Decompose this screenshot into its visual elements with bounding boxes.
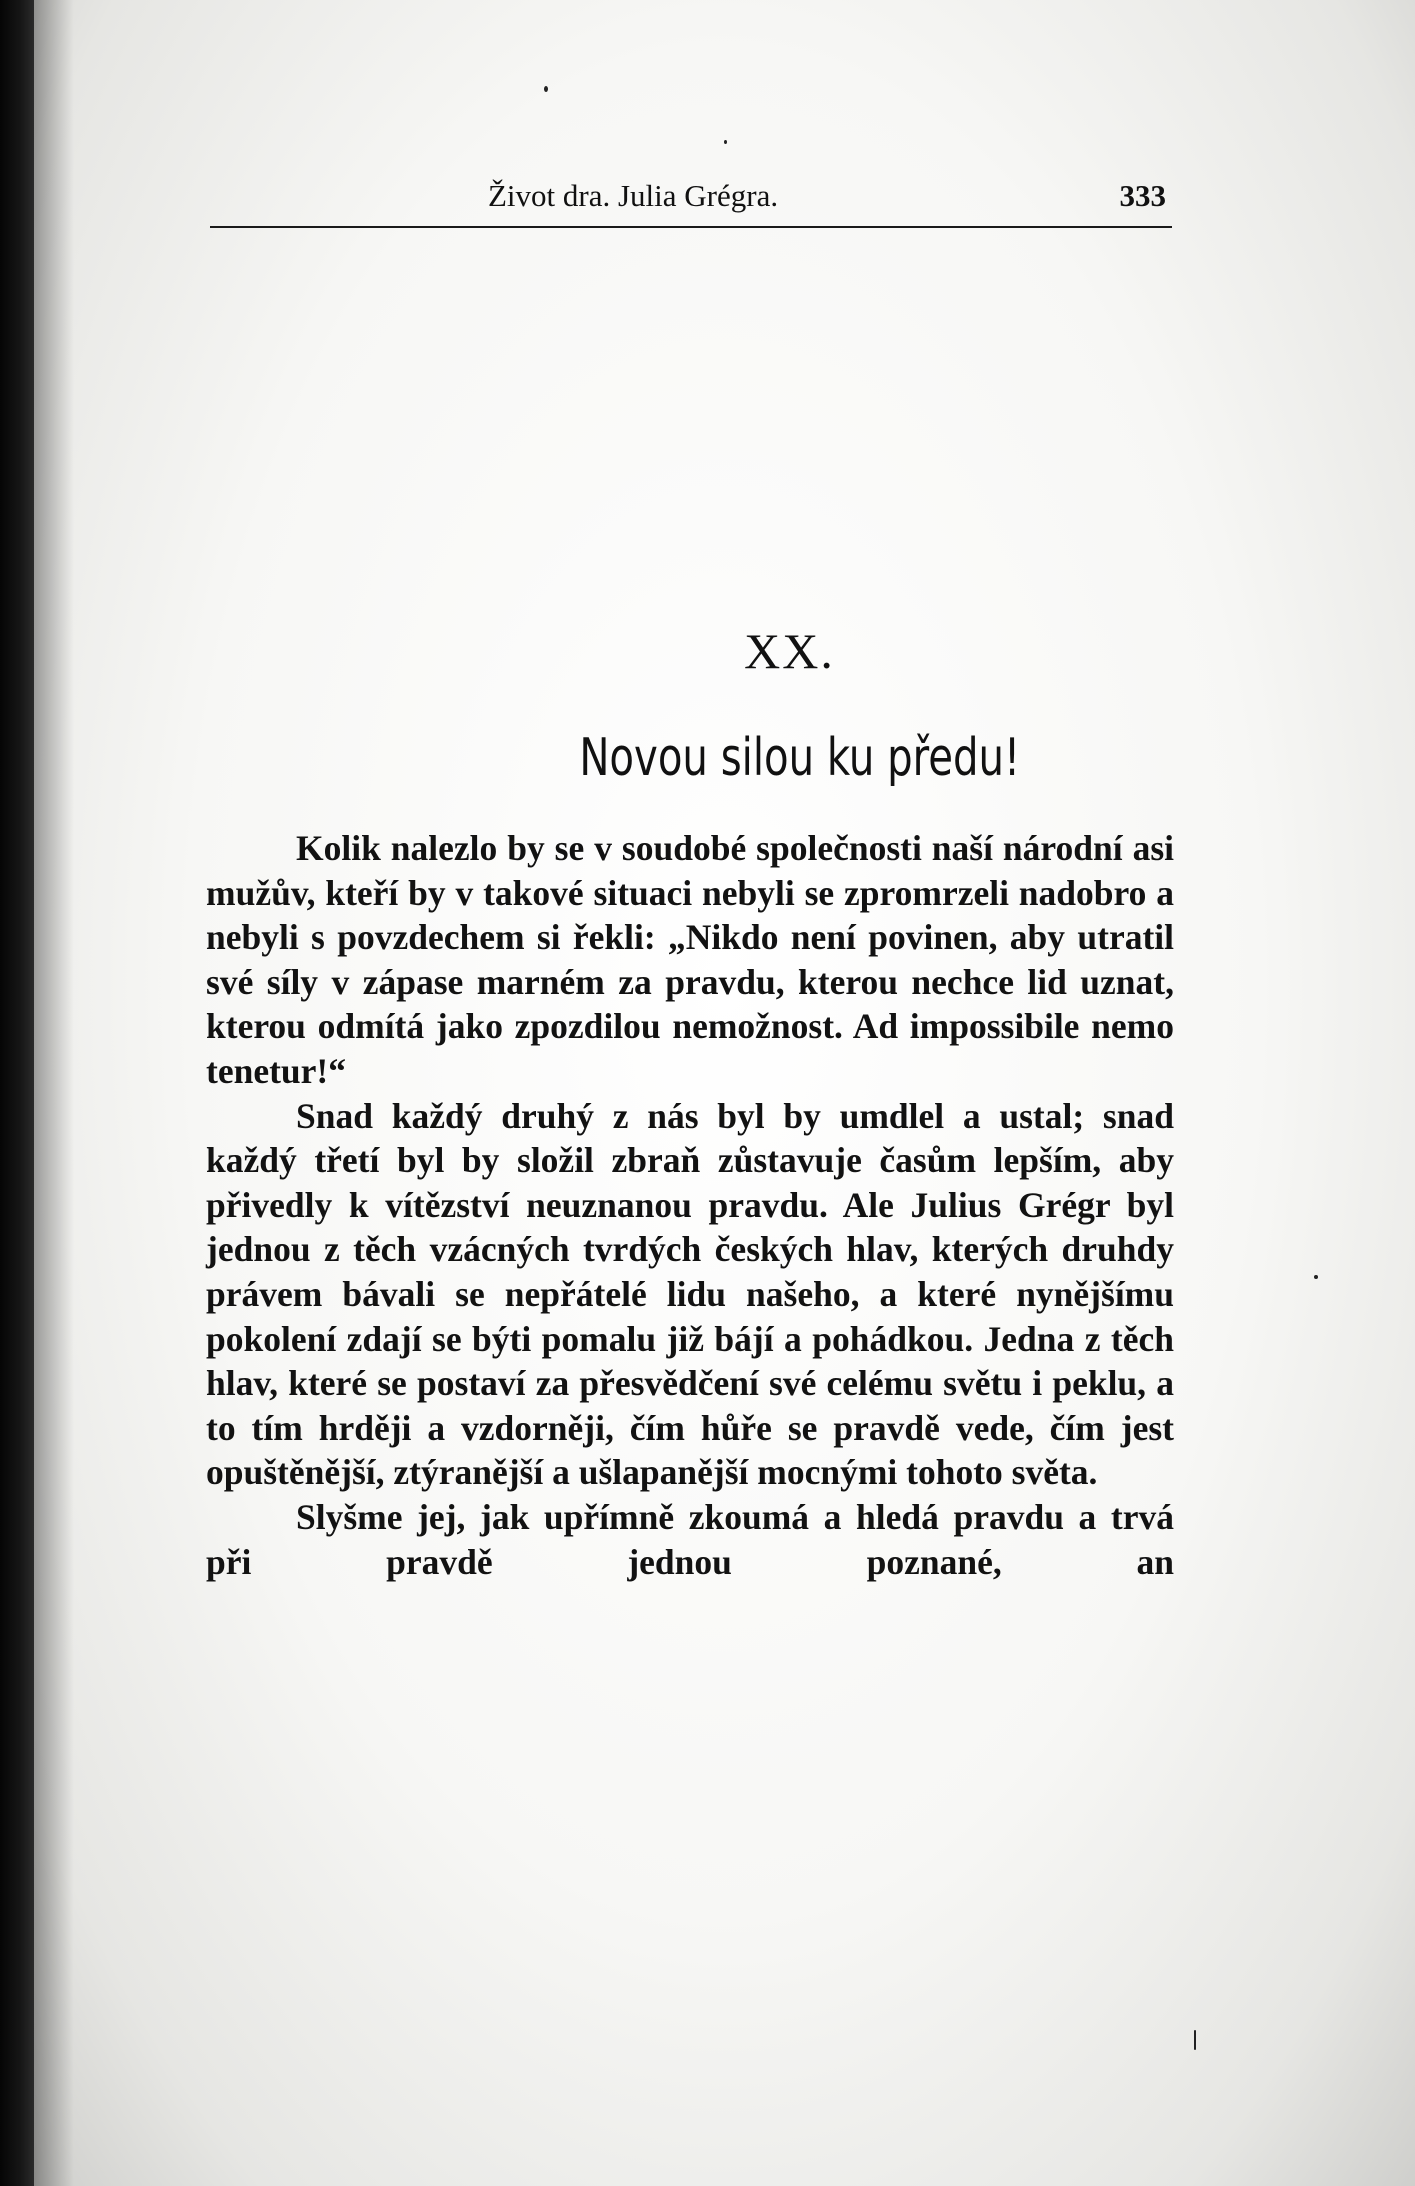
chapter-title: Novou silou ku předu! [579,728,1021,788]
running-title: Život dra. Julia Grégra. [488,178,779,213]
page-number: 333 [1119,178,1166,213]
body-text [206,826,1174,1584]
print-speck [544,86,548,92]
book-gutter-edge [0,0,34,2186]
print-speck [1314,1275,1318,1279]
paragraph: Slyšme jej, jak upřímně zkoumá a hledá pravdu a trvá při pravdě jednou poznané, an [206,1496,1174,1582]
gutter-shadow [34,0,74,2186]
print-speck [724,140,727,144]
print-speck [1194,2030,1196,2050]
book-page [34,0,1415,2186]
paragraph: Kolik nalezlo by se v soudobé společnosti naší národní asi mužův, kteří by v takové situaci nebyli se zpromrzeli nadobro a nebyli s povzdechem si řekli: „Nikdo není povinen, aby utratil své síly v zápase marném za pravdu, kterou nechce lid uznat, kterou odmítá jako zpozdilou nemožnost. Ad impossibile nemo tenetur!“ [206,828,1174,1091]
paragraph: Snad každý druhý z nás byl by umdlel a ustal; snad každý třetí byl by složil zbraň zůstavuje časům lepším, aby přivedly k vítězství neuznanou pravdu. Ale Julius Grégr byl jednou z těch vzácných tvrdých českých hlav, kterých druhdy právem bávali se nepřátelé lidu našeho, a které nynějšímu pokolení zdají se býti pomalu již bájí a pohádkou. Jedna z těch hlav, které se postaví za přesvědčení své celému světu i peklu, a to tím hrději a vzdorněji, čím hůře se pravdě vede, čím jest opuštěnější, ztýranější a ušlapanější mocnými tohoto světa. [206,1095,1174,1493]
running-header [210,178,1172,228]
chapter-number: XX. [744,623,835,679]
